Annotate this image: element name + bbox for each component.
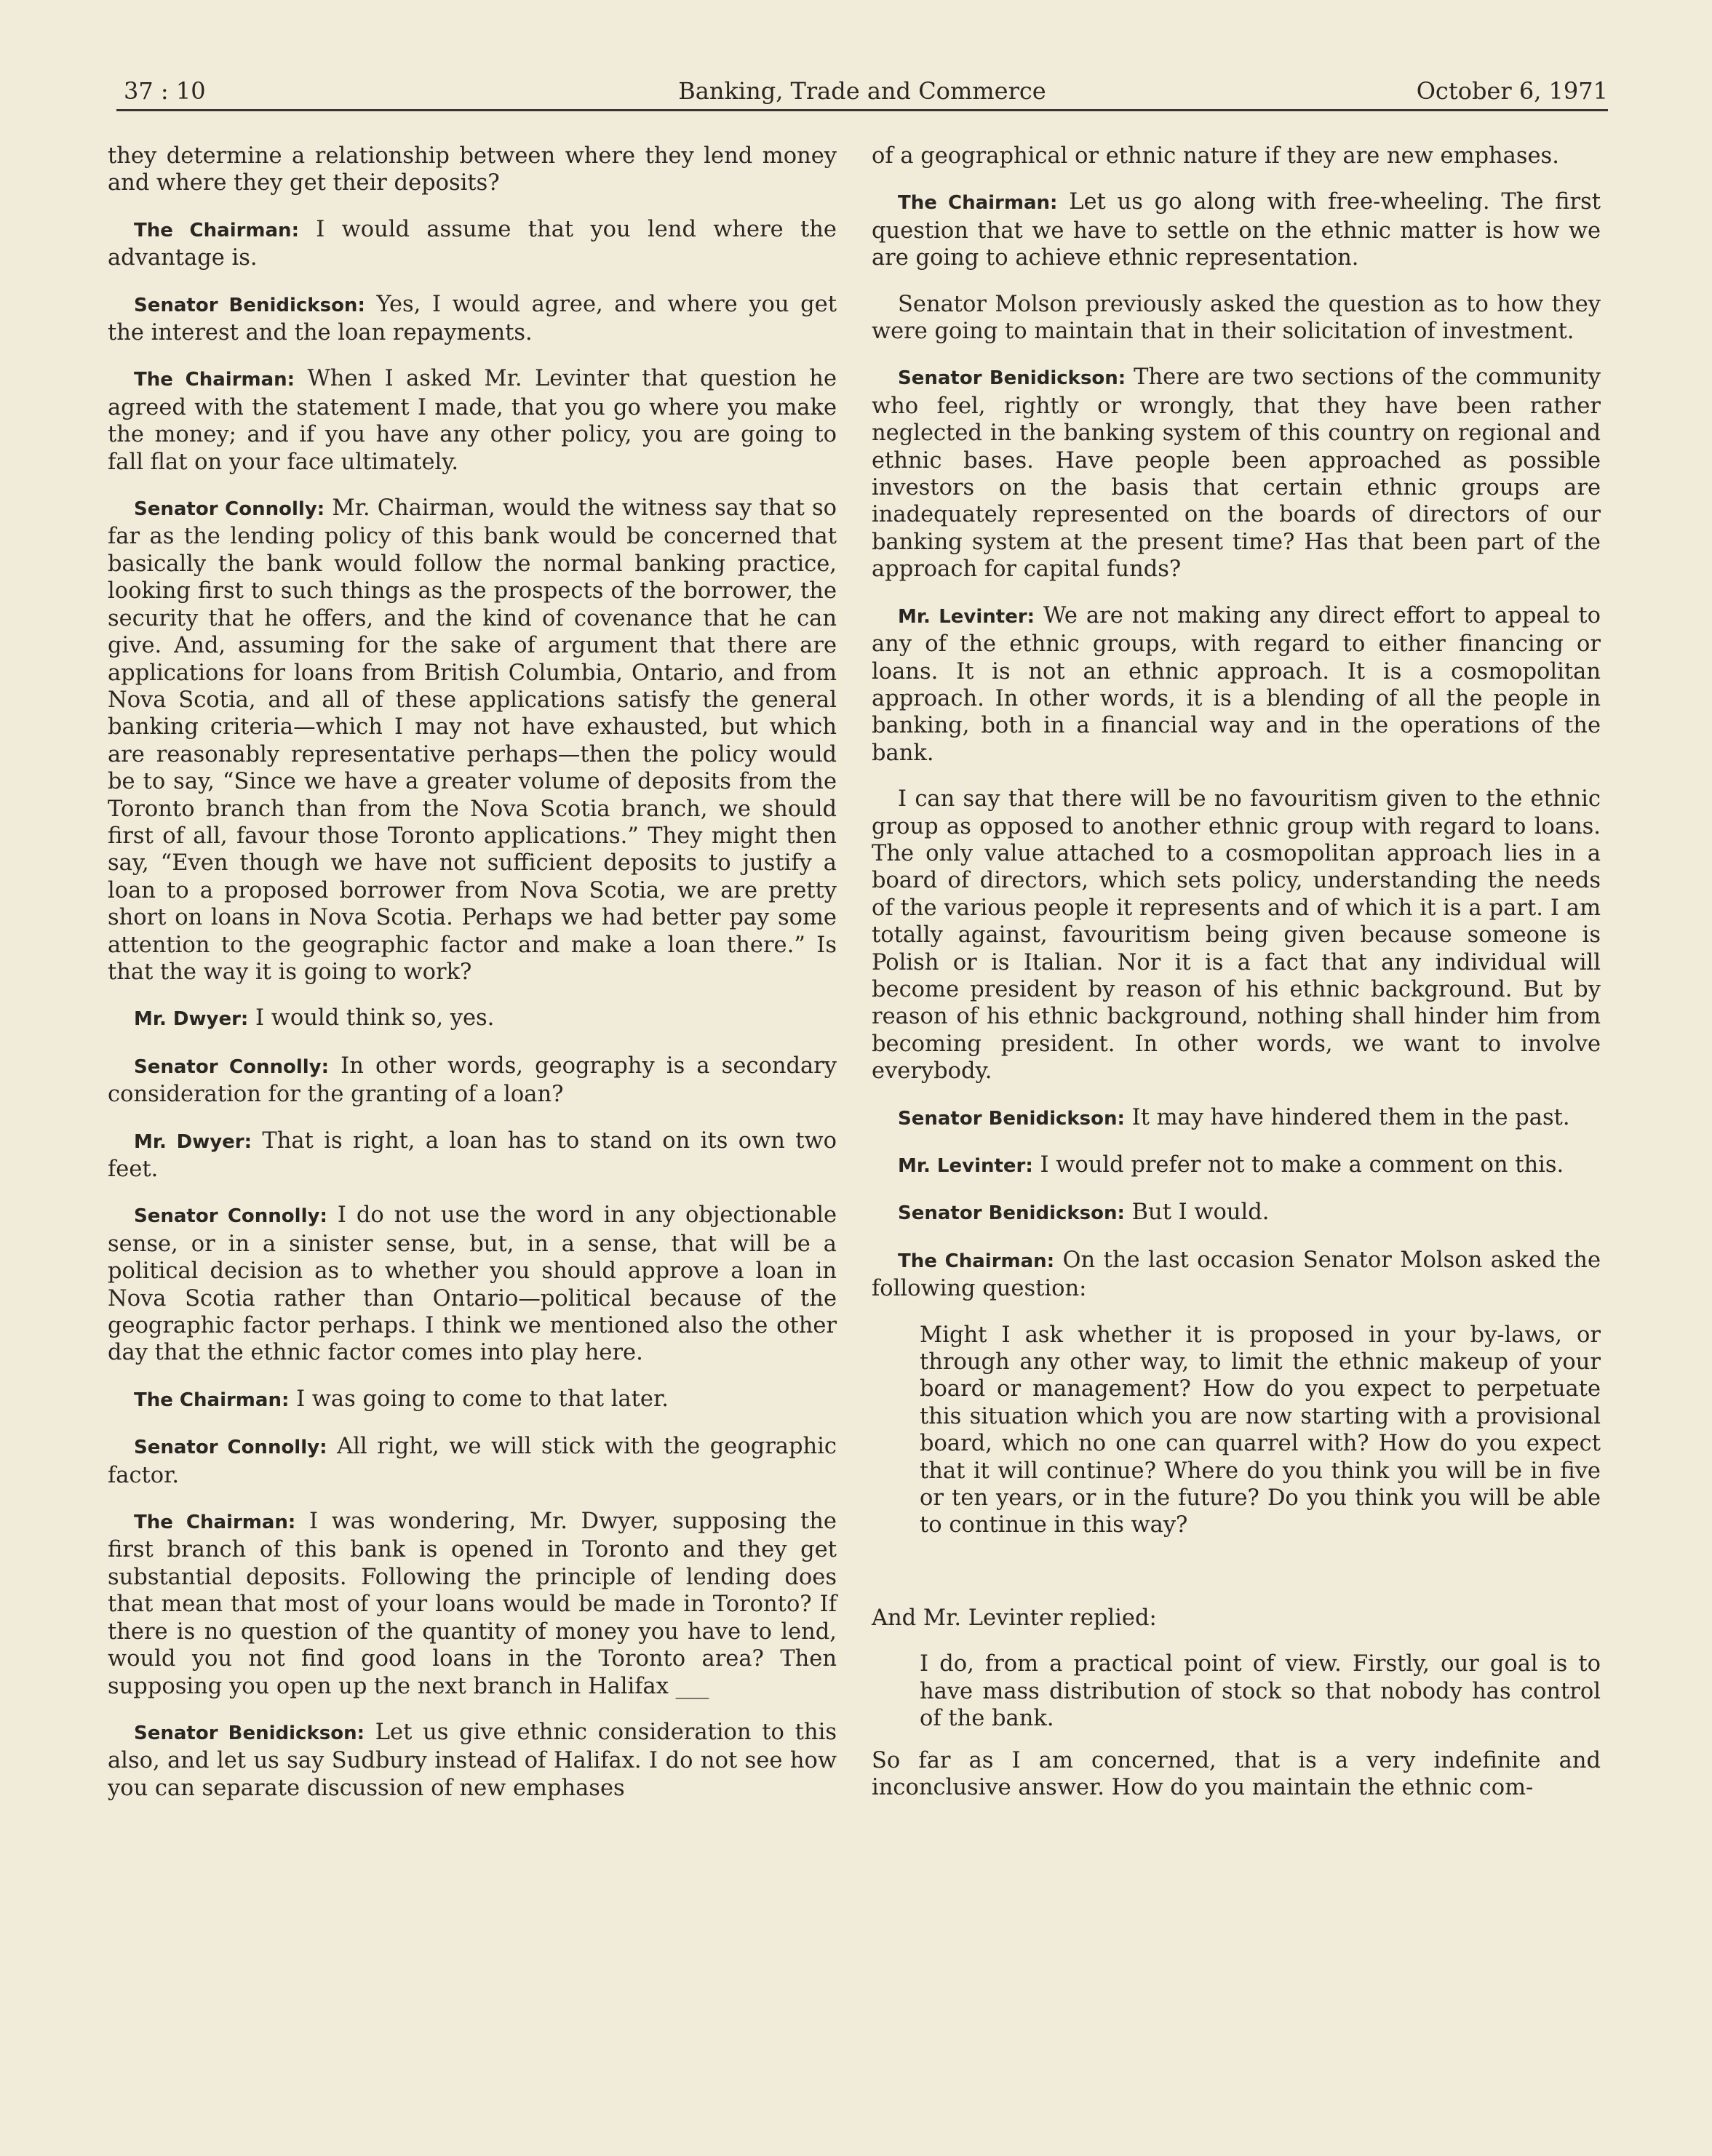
speech-paragraph [872,364,1601,583]
speech-paragraph [872,1199,1601,1227]
text-paragraph: they determine a relationship between where they lend money and where they get their deposits? [108,143,837,196]
speech-text: Let us give ethnic consideration to this also, and let us say Sudbury instead of Halifax. I do not see how you can separate discussion of new emphases [108,1719,837,1801]
speech-text: Yes, I would agree, and where you get the interest and the loan repayments. [108,291,837,346]
speech-paragraph [108,1005,837,1033]
speech-paragraph [108,1719,837,1802]
speech-text: But I would. [1131,1199,1270,1226]
speech-text: In other words, geography is a secondary consideration for the granting of a loan? [108,1053,837,1108]
page-number: 37 : 10 [124,77,206,105]
speaker-name: Mr. Levinter: [898,605,1035,628]
speech-paragraph [108,1127,837,1183]
speaker-name: Senator Benidickson: [134,1722,365,1744]
speaker-name: The Chairman: [134,1389,290,1411]
spacer [872,1554,1601,1605]
speech-text: On the last occasion Senator Molson asked the following question: [872,1247,1601,1302]
speaker-name: Senator Benidickson: [898,1107,1125,1130]
speech-text: I would think so, yes. [255,1005,495,1031]
speaker-name: The Chairman: [134,219,299,241]
speaker-name: The Chairman: [898,192,1058,215]
speaker-name: Senator Benidickson: [898,1202,1125,1225]
speech-text: Mr. Chairman, would the witness say that so far as the lending policy of this bank would be concerned that basically the bank would follow the normal banking practice, looking first to such things as the prospects of the borrower, the security that he offers, and the kind of covenance that he can give. And, assuming for the sake of argument that there are applications for loans from British Columbia, Ontario, and from Nova Scotia, and all of these applications satisfy the general banking criteria—which I may not have exhausted, but which are reasonably representative perhaps—then the policy would be to say, “Since we have a greater volume of deposits from the Toronto branch than from the Nova Scotia branch, we should first of all, favour those Toronto applications.” They might then say, “Even though we have not sufficient deposits to justify a loan to a proposed borrower from Nova Scotia, we are pretty short on loans in Nova Scotia. Perhaps we had better pay some attention to the geographic factor and make a loan there.” Is that the way it is going to work? [108,495,837,985]
text-paragraph: I can say that there will be no favouritism given to the ethnic group as opposed to another ethnic group with regard to loans. The only value attached to a cosmopolitan approach lies in a board of directors, which sets policy, understanding the needs of the various people it represents and of which it is a part. I am totally against, favouritism being given because someone is Polish or is Italian. Nor it is a fact that any individual will become president by reason of his ethnic background. But by reason of his ethnic background, nothing shall hinder him from becoming president. In other words, we want to involve everybody. [872,786,1601,1085]
speech-text: I would assume that you lend where the advantage is. [108,216,837,271]
text-paragraph: So far as I am concerned, that is a very indefinite and inconclusive answer. How do you maintain the ethnic com- [872,1747,1601,1800]
text-paragraph: Senator Molson previously asked the question as to how they were going to maintain that in their solicitation of investment. [872,291,1601,345]
speech-paragraph [108,1053,837,1109]
speech-paragraph [108,291,837,347]
speech-text: I do not use the word in any objectionable sense, or in a sinister sense, but, in a sense, that will be a political decision as to whether you should approve a loan in Nova Scotia rather than Ontario—political because of the geographic factor perhaps. I think we mentioned also the other day that the ethnic factor comes into play here. [108,1202,837,1366]
speech-paragraph [108,365,837,476]
quoted-passage: Might I ask whether it is proposed in your by-laws, or through any other way, to limit the ethnic makeup of your board or management? How do you expect to perpetuate this situation which you are now starting with a provisional board, which no one can quarrel with? How do you expect that it will continue? Where do you think you will be in five or ten years, or in the future? Do you think you will be able to continue in this way? [920,1322,1601,1538]
speaker-name: Senator Connolly: [134,1055,330,1078]
running-header [116,67,1608,111]
speech-paragraph [872,188,1601,271]
publication-title: Banking, Trade and Commerce [678,77,1046,105]
speech-text: We are not making any direct effort to appeal to any of the ethnic groups, with regard to either financing or loans. It is not an ethnic approach. It is a cosmopolitan approach. In other words, it is a blending of all the people in banking, both in a financial way and in the operations of the bank. [872,602,1601,766]
speech-paragraph [872,602,1601,767]
right-column [872,143,1601,1820]
speech-text: That is right, a loan has to stand on its own two feet. [108,1127,837,1182]
text-paragraph: And Mr. Levinter replied: [872,1605,1157,1631]
speaker-name: Senator Connolly: [134,498,325,521]
speech-paragraph [872,1247,1601,1303]
speaker-name: Mr. Dwyer: [134,1130,252,1153]
speech-paragraph [108,495,837,986]
speaker-name: Senator Connolly: [134,1437,327,1459]
speaker-name: Mr. Dwyer: [134,1008,249,1031]
speaker-name: Senator Connolly: [134,1205,327,1228]
quoted-passage: I do, from a practical point of view. Firstly, our goal is to have mass distribution of stock so that nobody has control of the bank. [920,1651,1601,1732]
speaker-name: The Chairman: [898,1250,1055,1272]
speech-text: It may have hindered them in the past. [1131,1104,1570,1130]
speaker-name: The Chairman: [134,369,295,391]
speech-paragraph [108,1386,837,1414]
left-column [108,143,837,1821]
speech-paragraph [108,1433,837,1489]
publication-date: October 6, 1971 [1416,77,1608,105]
speech-text: I would prefer not to make a comment on this. [1040,1152,1564,1178]
speech-text: Let us go along with free-wheeling. The first question that we have to settle on the ethnic matter is how we are going to achieve ethnic representation. [872,189,1601,271]
speech-text: I was going to come to that later. [296,1386,669,1412]
speech-text: There are two sections of the community who feel, rightly or wrongly, that they have been rather neglected in the banking system of this country on regional and ethnic bases. Have people been approached as possible investors on the basis that certain ethnic groups are inadequately represented on the boards of directors of our banking system at the present time? Has that been part of the approach for capital funds? [872,364,1601,583]
speech-paragraph [108,1202,837,1366]
speech-paragraph [108,216,837,272]
speech-paragraph [872,1151,1601,1180]
speaker-name: Mr. Levinter: [898,1155,1033,1177]
text-paragraph: of a geographical or ethnic nature if they are new emphases. [872,143,1559,169]
speaker-name: Senator Benidickson: [898,367,1126,390]
speech-paragraph [108,1508,837,1700]
speech-text: When I asked Mr. Levinter that question he agreed with the statement I made, that you go where you make the money; and if you have any other policy, you are going to fall flat on your face ultimately. [108,366,837,475]
speech-text: All right, we will stick with the geographic factor. [108,1434,837,1488]
speech-paragraph [872,1104,1601,1133]
speaker-name: Senator Benidickson: [134,294,365,316]
speech-text: I was wondering, Mr. Dwyer, supposing the first branch of this bank is opened in Toronto and they get substantial deposits. Following the principle of lending does that mean that most of your loans would be made in Toronto? If there is no question of the quantity of money you have to lend, would you not find good loans in the Toronto area? Then supposing you open up the next branch in Halifax ___ [108,1509,837,1699]
speaker-name: The Chairman: [134,1512,296,1534]
